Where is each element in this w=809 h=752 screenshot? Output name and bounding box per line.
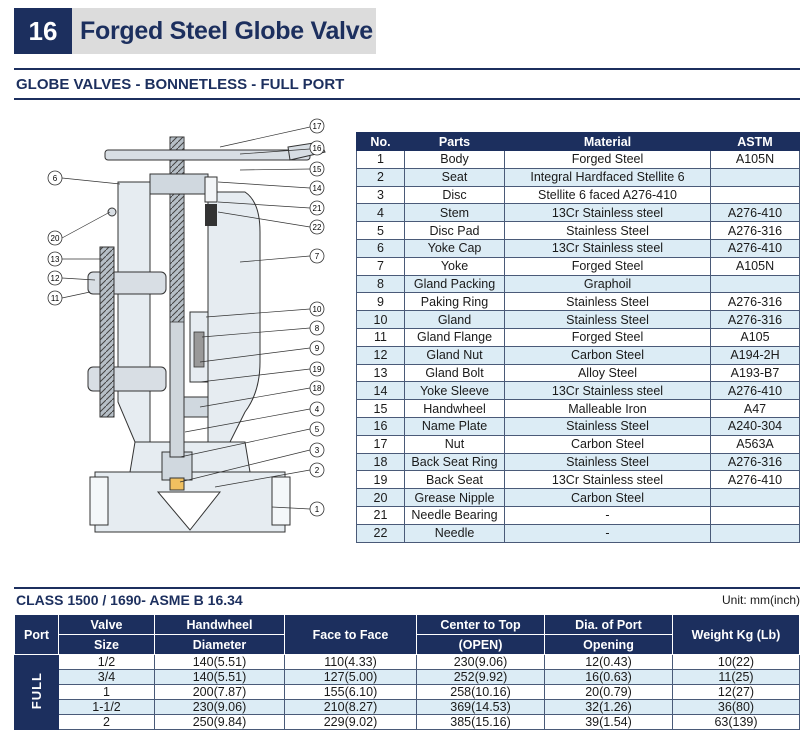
divider bbox=[14, 587, 800, 589]
cell-material: Alloy Steel bbox=[505, 364, 711, 382]
cell-center: 258(10.16) bbox=[417, 685, 545, 700]
svg-text:11: 11 bbox=[50, 294, 60, 303]
table-row bbox=[357, 346, 800, 364]
cell-face: 155(6.10) bbox=[285, 685, 417, 700]
cell-no: 6 bbox=[357, 239, 405, 257]
callout-8 bbox=[310, 321, 324, 335]
cell-material: 13Cr Stainless steel bbox=[505, 204, 711, 222]
cell-weight: 63(139) bbox=[673, 715, 800, 730]
cell-part: Back Seat Ring bbox=[405, 453, 505, 471]
cell-no: 18 bbox=[357, 453, 405, 471]
parts-table-header bbox=[357, 133, 800, 151]
cell-center: 252(9.92) bbox=[417, 670, 545, 685]
cell-center: 369(14.53) bbox=[417, 700, 545, 715]
cell-astm bbox=[711, 524, 800, 542]
svg-text:17: 17 bbox=[312, 122, 322, 131]
cell-astm bbox=[711, 489, 800, 507]
cell-material: - bbox=[505, 506, 711, 524]
table-row bbox=[15, 685, 800, 700]
table-row bbox=[357, 382, 800, 400]
callout-13 bbox=[48, 252, 62, 266]
class-title: CLASS 1500 / 1690- ASME B 16.34 bbox=[16, 592, 243, 608]
cell-astm: A240-304 bbox=[711, 417, 800, 435]
col-parts: Parts bbox=[405, 133, 505, 151]
cell-astm: A563A bbox=[711, 435, 800, 453]
cell-part: Back Seat bbox=[405, 471, 505, 489]
cell-no: 15 bbox=[357, 400, 405, 418]
callout-2 bbox=[310, 463, 324, 477]
cell-part: Nut bbox=[405, 435, 505, 453]
cell-astm: A276-316 bbox=[711, 222, 800, 240]
divider bbox=[14, 98, 800, 100]
cell-handwheel: 200(7.87) bbox=[155, 685, 285, 700]
table-row bbox=[357, 222, 800, 240]
cell-astm: A276-410 bbox=[711, 471, 800, 489]
col-material: Material bbox=[505, 133, 711, 151]
callout-21 bbox=[310, 201, 324, 215]
table-row bbox=[357, 239, 800, 257]
svg-text:9: 9 bbox=[314, 344, 320, 353]
cell-size: 1 bbox=[59, 685, 155, 700]
cell-no: 3 bbox=[357, 186, 405, 204]
cell-part: Gland Nut bbox=[405, 346, 505, 364]
cell-no: 14 bbox=[357, 382, 405, 400]
cell-no: 2 bbox=[357, 168, 405, 186]
cell-material: Stainless Steel bbox=[505, 453, 711, 471]
cell-part: Yoke Sleeve bbox=[405, 382, 505, 400]
section-number: 16 bbox=[14, 8, 72, 54]
callout-10 bbox=[310, 302, 324, 316]
divider bbox=[14, 68, 800, 70]
callout-4 bbox=[310, 402, 324, 416]
table-row bbox=[357, 151, 800, 169]
callout-1 bbox=[310, 502, 324, 516]
callout-18 bbox=[310, 381, 324, 395]
cell-material: Carbon Steel bbox=[505, 489, 711, 507]
svg-text:8: 8 bbox=[314, 324, 320, 333]
svg-text:3: 3 bbox=[314, 446, 320, 455]
cell-dia: 12(0.43) bbox=[545, 655, 673, 670]
cell-handwheel: 140(5.51) bbox=[155, 670, 285, 685]
table-row bbox=[357, 453, 800, 471]
unit-label: Unit: mm(inch) bbox=[721, 593, 800, 607]
svg-text:20: 20 bbox=[50, 234, 60, 243]
svg-text:16: 16 bbox=[312, 144, 322, 153]
cell-astm: A105 bbox=[711, 328, 800, 346]
cell-part: Disc Pad bbox=[405, 222, 505, 240]
table-row bbox=[357, 186, 800, 204]
cell-astm: A105N bbox=[711, 151, 800, 169]
cell-size: 3/4 bbox=[59, 670, 155, 685]
svg-text:18: 18 bbox=[312, 384, 322, 393]
cell-face: 110(4.33) bbox=[285, 655, 417, 670]
svg-text:12: 12 bbox=[50, 274, 60, 283]
cell-material: Carbon Steel bbox=[505, 346, 711, 364]
callout-20 bbox=[48, 231, 62, 245]
cell-dia: 32(1.26) bbox=[545, 700, 673, 715]
cell-no: 12 bbox=[357, 346, 405, 364]
cell-no: 1 bbox=[357, 151, 405, 169]
valve-cross-section-drawing bbox=[40, 112, 340, 542]
cell-no: 4 bbox=[357, 204, 405, 222]
parts-table bbox=[356, 132, 800, 543]
callout-11 bbox=[48, 291, 62, 305]
table-row bbox=[357, 275, 800, 293]
col-valve: Valve bbox=[59, 615, 155, 635]
cell-astm: A105N bbox=[711, 257, 800, 275]
callout-16 bbox=[310, 141, 324, 155]
cell-astm bbox=[711, 275, 800, 293]
cell-part: Gland Bolt bbox=[405, 364, 505, 382]
col-valve-size: Size bbox=[59, 635, 155, 655]
cell-no: 16 bbox=[357, 417, 405, 435]
cell-size: 1/2 bbox=[59, 655, 155, 670]
table-row bbox=[15, 700, 800, 715]
callout-6 bbox=[48, 171, 62, 185]
svg-text:22: 22 bbox=[312, 223, 322, 232]
svg-text:15: 15 bbox=[312, 165, 322, 174]
callout-5 bbox=[310, 422, 324, 436]
cell-face: 127(5.00) bbox=[285, 670, 417, 685]
cell-no: 5 bbox=[357, 222, 405, 240]
cell-part: Handwheel bbox=[405, 400, 505, 418]
table-row bbox=[357, 506, 800, 524]
cell-material: Stainless Steel bbox=[505, 293, 711, 311]
cell-part: Name Plate bbox=[405, 417, 505, 435]
cell-material: Stainless Steel bbox=[505, 417, 711, 435]
cell-dia: 20(0.79) bbox=[545, 685, 673, 700]
cell-part: Paking Ring bbox=[405, 293, 505, 311]
table-row bbox=[357, 168, 800, 186]
col-dia-port: Dia. of Port bbox=[545, 615, 673, 635]
cell-astm: A276-410 bbox=[711, 239, 800, 257]
cell-material: Stainless Steel bbox=[505, 222, 711, 240]
cell-material: Forged Steel bbox=[505, 151, 711, 169]
table-row bbox=[357, 311, 800, 329]
col-port: Port bbox=[15, 615, 59, 655]
callout-12 bbox=[48, 271, 62, 285]
cell-material: Stellite 6 faced A276-410 bbox=[505, 186, 711, 204]
col-dia-opening: Opening bbox=[545, 635, 673, 655]
cell-astm: A276-316 bbox=[711, 453, 800, 471]
table-row bbox=[357, 400, 800, 418]
svg-text:1: 1 bbox=[314, 505, 320, 514]
cell-astm bbox=[711, 506, 800, 524]
table-row bbox=[357, 204, 800, 222]
callout-15 bbox=[310, 162, 324, 176]
cell-part: Needle Bearing bbox=[405, 506, 505, 524]
table-row bbox=[357, 417, 800, 435]
cell-part: Needle bbox=[405, 524, 505, 542]
table-row bbox=[357, 293, 800, 311]
cell-material: 13Cr Stainless steel bbox=[505, 471, 711, 489]
cell-no: 21 bbox=[357, 506, 405, 524]
cell-size: 2 bbox=[59, 715, 155, 730]
col-handwheel-diameter: Diameter bbox=[155, 635, 285, 655]
svg-text:21: 21 bbox=[312, 204, 322, 213]
callout-9 bbox=[310, 341, 324, 355]
cell-no: 17 bbox=[357, 435, 405, 453]
table-row bbox=[357, 364, 800, 382]
table-row bbox=[357, 257, 800, 275]
cell-weight: 36(80) bbox=[673, 700, 800, 715]
table-row bbox=[357, 328, 800, 346]
cell-astm: A47 bbox=[711, 400, 800, 418]
cell-astm: A194-2H bbox=[711, 346, 800, 364]
table-row bbox=[15, 655, 800, 670]
cell-face: 229(9.02) bbox=[285, 715, 417, 730]
cell-astm: A276-410 bbox=[711, 382, 800, 400]
cell-material: Forged Steel bbox=[505, 328, 711, 346]
cell-material: Stainless Steel bbox=[505, 311, 711, 329]
table-row bbox=[357, 489, 800, 507]
cell-astm: A276-316 bbox=[711, 293, 800, 311]
cell-part: Yoke bbox=[405, 257, 505, 275]
svg-text:5: 5 bbox=[314, 425, 320, 434]
col-center-open: (OPEN) bbox=[417, 635, 545, 655]
cell-no: 20 bbox=[357, 489, 405, 507]
svg-text:13: 13 bbox=[50, 255, 60, 264]
cell-dia: 16(0.63) bbox=[545, 670, 673, 685]
cell-part: Body bbox=[405, 151, 505, 169]
dimensions-table bbox=[14, 614, 800, 730]
cell-handwheel: 140(5.51) bbox=[155, 655, 285, 670]
cell-weight: 12(27) bbox=[673, 685, 800, 700]
callout-22 bbox=[310, 220, 324, 234]
col-weight: Weight Kg (Lb) bbox=[673, 615, 800, 655]
table-row bbox=[357, 471, 800, 489]
cell-no: 8 bbox=[357, 275, 405, 293]
cell-face: 210(8.27) bbox=[285, 700, 417, 715]
cell-part: Grease Nipple bbox=[405, 489, 505, 507]
cell-no: 13 bbox=[357, 364, 405, 382]
cell-part: Gland Packing bbox=[405, 275, 505, 293]
svg-text:2: 2 bbox=[314, 466, 320, 475]
port-label bbox=[15, 655, 59, 730]
cell-material: - bbox=[505, 524, 711, 542]
port-label-text: FULL bbox=[28, 671, 44, 710]
cell-no: 7 bbox=[357, 257, 405, 275]
page-title: Forged Steel Globe Valve bbox=[80, 16, 373, 45]
cell-material: 13Cr Stainless steel bbox=[505, 382, 711, 400]
svg-text:10: 10 bbox=[312, 305, 322, 314]
callout-3 bbox=[310, 443, 324, 457]
cell-part: Gland Flange bbox=[405, 328, 505, 346]
svg-text:6: 6 bbox=[52, 174, 58, 183]
cell-no: 9 bbox=[357, 293, 405, 311]
cell-dia: 39(1.54) bbox=[545, 715, 673, 730]
cell-no: 10 bbox=[357, 311, 405, 329]
cell-material: Integral Hardfaced Stellite 6 bbox=[505, 168, 711, 186]
callout-17 bbox=[310, 119, 324, 133]
svg-text:14: 14 bbox=[312, 184, 322, 193]
col-astm: ASTM bbox=[711, 133, 800, 151]
cell-weight: 11(25) bbox=[673, 670, 800, 685]
cell-center: 385(15.16) bbox=[417, 715, 545, 730]
table-row bbox=[15, 670, 800, 685]
table-row bbox=[357, 524, 800, 542]
cell-astm bbox=[711, 168, 800, 186]
svg-text:4: 4 bbox=[314, 405, 320, 414]
cell-part: Yoke Cap bbox=[405, 239, 505, 257]
col-face-to-face: Face to Face bbox=[285, 615, 417, 655]
title-bar bbox=[14, 8, 376, 54]
cell-no: 11 bbox=[357, 328, 405, 346]
cell-center: 230(9.06) bbox=[417, 655, 545, 670]
svg-text:19: 19 bbox=[312, 365, 322, 374]
cell-part: Stem bbox=[405, 204, 505, 222]
cell-handwheel: 230(9.06) bbox=[155, 700, 285, 715]
cell-no: 19 bbox=[357, 471, 405, 489]
col-center-to-top: Center to Top bbox=[417, 615, 545, 635]
cell-part: Gland bbox=[405, 311, 505, 329]
cell-material: Malleable Iron bbox=[505, 400, 711, 418]
cell-astm: A276-410 bbox=[711, 204, 800, 222]
col-handwheel: Handwheel bbox=[155, 615, 285, 635]
cell-material: Carbon Steel bbox=[505, 435, 711, 453]
cell-astm: A193-B7 bbox=[711, 364, 800, 382]
cell-material: Graphoil bbox=[505, 275, 711, 293]
cell-part: Disc bbox=[405, 186, 505, 204]
table-row bbox=[357, 435, 800, 453]
callout-7 bbox=[310, 249, 324, 263]
cell-part: Seat bbox=[405, 168, 505, 186]
callout-14 bbox=[310, 181, 324, 195]
cell-size: 1-1/2 bbox=[59, 700, 155, 715]
cell-astm: A276-316 bbox=[711, 311, 800, 329]
section-subtitle: GLOBE VALVES - BONNETLESS - FULL PORT bbox=[16, 76, 345, 93]
cell-handwheel: 250(9.84) bbox=[155, 715, 285, 730]
cell-weight: 10(22) bbox=[673, 655, 800, 670]
table-row bbox=[15, 715, 800, 730]
col-no: No. bbox=[357, 133, 405, 151]
cell-no: 22 bbox=[357, 524, 405, 542]
cell-material: Forged Steel bbox=[505, 257, 711, 275]
callout-19 bbox=[310, 362, 324, 376]
cell-material: 13Cr Stainless steel bbox=[505, 239, 711, 257]
svg-text:7: 7 bbox=[314, 252, 320, 261]
cell-astm bbox=[711, 186, 800, 204]
